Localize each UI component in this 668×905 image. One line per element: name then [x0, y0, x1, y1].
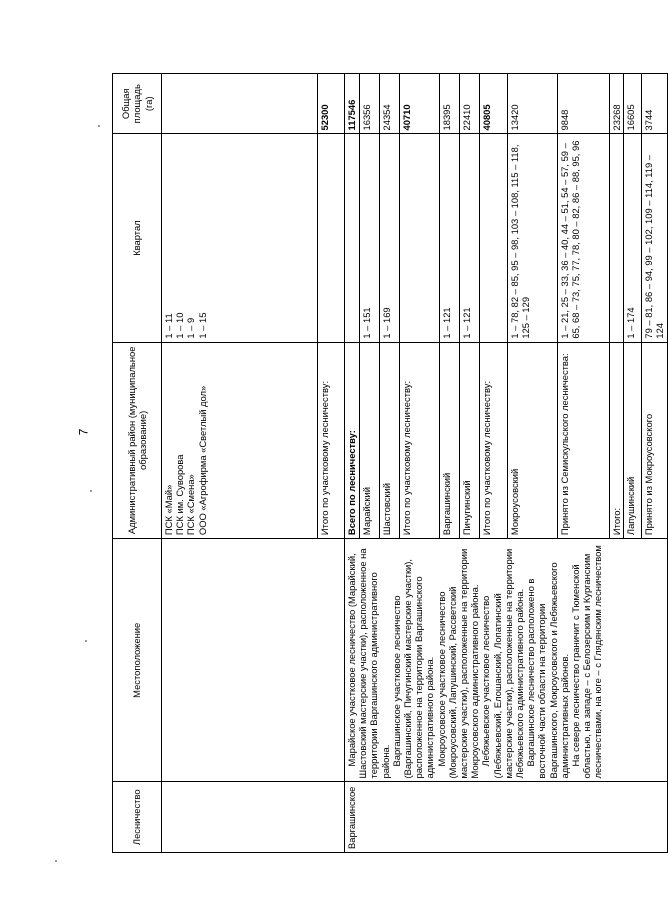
- header-location: Местоположение: [113, 539, 162, 782]
- location-paragraph: Мокроусовское участковое лесничество (Мокроусовский, Лапушинский, Рассветский мастерские участки), расположенные на территории Мокроусовского административного района.: [435, 548, 481, 779]
- quarter-cell: [345, 134, 360, 342]
- rotated-table: [112, 73, 666, 853]
- location-cell: [345, 539, 668, 782]
- district-cell: Шастовский: [380, 342, 400, 538]
- quarter-cell: [480, 134, 508, 342]
- district-cell: Мокроусовский: [508, 342, 558, 538]
- district-cell: Принято из Семискульского лесничества:: [558, 342, 610, 538]
- location-paragraph: Варгашинское лесничество расположено в восточной части области на территории Варгашинского, Мокроусовского и Лебяжьевского административных районов.: [525, 562, 570, 779]
- quarter-cell: 1 – 78, 82 – 85, 95 – 98, 103 – 108, 115 – 118, 125 – 129: [508, 134, 558, 342]
- district-cell: Итого по участковому лесничеству:: [480, 342, 508, 538]
- area-cell: 3744: [642, 74, 667, 134]
- location-paragraph: На севере лесничество граничит с Тюменской областью, на западе – с Белозерским и Курганским лесничествами, на юге – с Глядянским лесничеством: [570, 545, 604, 779]
- area-cell: 40805: [480, 74, 508, 134]
- area-cell: 24354: [380, 74, 400, 134]
- district-cell: Всего по лесничеству:: [345, 342, 360, 538]
- forestry-table: [112, 73, 668, 853]
- district-cell: Лапушинский: [624, 342, 642, 538]
- area-cell: 22410: [460, 74, 480, 134]
- quarter-cell: 1 – 121: [440, 134, 460, 342]
- location-paragraph: Лебяжьевское участковое лесничество (Лебяжьевский, Елошанский, Лопатинский мастерские участки), расположенные на территории Лебяжьевского административного района.: [480, 548, 526, 779]
- quarter-cell: 79 – 81, 86 – 94, 99 – 102, 109 – 114, 119 – 124: [642, 134, 667, 342]
- area-cell: 18395: [440, 74, 460, 134]
- area-cell: 40710: [400, 74, 440, 134]
- district-cell: ПСК «Май» ПСК им. Суворова ПСК «Смена» ООО «Агрофирма «Светлый дол»: [162, 342, 318, 538]
- empty-cell: [162, 539, 345, 782]
- header-quarter: Квартал: [113, 134, 162, 342]
- table-row: [162, 74, 318, 853]
- scan-speck: [85, 640, 87, 642]
- header-forestry: Лесничество: [113, 782, 162, 853]
- page-number: 7: [76, 428, 91, 436]
- district-cell: Марайский: [360, 342, 380, 538]
- header-area: Общая площадь (га): [113, 74, 162, 134]
- district-cell: Пичугинский: [460, 342, 480, 538]
- empty-cell: [162, 782, 345, 853]
- district-cell: Итого по участковому лесничеству:: [318, 342, 345, 538]
- district-cell: Варгашинский: [440, 342, 460, 538]
- area-cell: 13420: [508, 74, 558, 134]
- district-cell: Итого по участковому лесничеству:: [400, 342, 440, 538]
- area-cell: 16356: [360, 74, 380, 134]
- forestry-name: Варгашинское: [345, 782, 668, 853]
- quarter-cell: 1 – 151: [360, 134, 380, 342]
- quarter-cell: [400, 134, 440, 342]
- location-paragraph: Марайское участковое лесничество (Марайский, Шастовский мастерские участки), расположенное на территории Варгашинского административного района.: [346, 548, 391, 779]
- quarter-cell: [610, 134, 624, 342]
- scan-speck: [55, 860, 57, 862]
- area-cell: 23268: [610, 74, 624, 134]
- area-cell: [162, 74, 318, 134]
- quarter-cell: 1 – 169: [380, 134, 400, 342]
- header-district: Административный район (муниципальное образование): [113, 342, 162, 538]
- scan-speck: [90, 490, 92, 492]
- quarter-cell: [318, 134, 345, 342]
- quarter-cell: 1 – 174: [624, 134, 642, 342]
- table-row: [345, 74, 360, 853]
- area-cell: 9848: [558, 74, 610, 134]
- quarter-cell: 1 – 21, 25 – 33, 36 – 40, 44 – 51, 54 – 57, 59 – 65, 68 – 73, 75, 77, 78, 80 – 82, 86 – 88, 95, 96: [558, 134, 610, 342]
- location-paragraph: Варгашинское участковое лесничество (Варгашинский, Пичугинский мастерские участки), расположенное на территории Варгашинского административного района.: [390, 558, 436, 779]
- quarter-cell: 1 – 11 1 – 10 1 – 9 1 – 15: [162, 134, 318, 342]
- area-cell: 52300: [318, 74, 345, 134]
- scan-speck: [98, 125, 100, 127]
- district-cell: Итого:: [610, 342, 624, 538]
- area-cell: 16605: [624, 74, 642, 134]
- district-cell: Принято из Мокроусовского: [642, 342, 667, 538]
- quarter-cell: 1 – 121: [460, 134, 480, 342]
- area-cell: 117546: [345, 74, 360, 134]
- header-row: [113, 74, 162, 853]
